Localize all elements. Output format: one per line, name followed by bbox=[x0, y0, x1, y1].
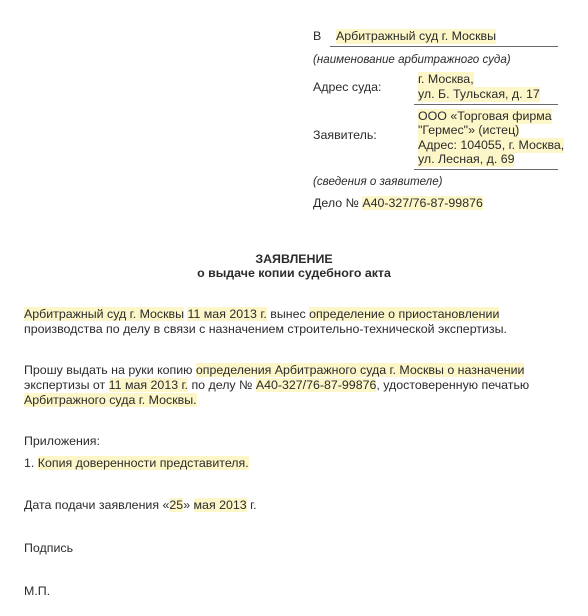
attachments-label: Приложения: bbox=[24, 434, 100, 448]
court-name-hint: (наименование арбитражного суда) bbox=[313, 53, 511, 66]
applicant-line4: ул. Лесная, д. 69 bbox=[418, 152, 515, 166]
document-subtitle: о выдаче копии судебного акта bbox=[197, 266, 391, 280]
date-day: 25 bbox=[169, 498, 184, 512]
para2-certified: , удостоверенную печатью bbox=[376, 378, 530, 392]
para1-date: 11 мая 2013 г. bbox=[187, 307, 267, 321]
para1-court: Арбитражный суд г. Москвы bbox=[24, 307, 185, 321]
court-address-underline bbox=[414, 104, 558, 105]
date-label: Дата подачи заявления « bbox=[24, 498, 170, 512]
to-prefix: В bbox=[313, 29, 322, 43]
para1-line2: производства по делу в связи с назначением строительно-технической экспертизы. bbox=[24, 322, 507, 336]
para2-line3 bbox=[24, 393, 197, 408]
date-suffix: г. bbox=[246, 498, 257, 512]
court-name-underline bbox=[330, 46, 558, 47]
submission-date-line bbox=[24, 498, 257, 513]
para2-line2 bbox=[24, 378, 529, 393]
para2-ruling: определения Арбитражного суда г. Москвы о назначении bbox=[195, 363, 525, 377]
attachment-item-1-num: 1. bbox=[24, 456, 38, 470]
court-address-label: Адрес суда: bbox=[313, 80, 382, 94]
para1-verb: вынес bbox=[266, 307, 310, 321]
case-number: А40-327/76-87-99876 bbox=[362, 196, 483, 210]
para2-date: 11 мая 2013 г. bbox=[108, 378, 188, 392]
applicant-hint: (сведения о заявителе) bbox=[313, 175, 443, 188]
para1-line1 bbox=[24, 307, 499, 322]
applicant-line3: Адрес: 104055, г. Москва, bbox=[418, 138, 565, 152]
para1-ruling: определение о приостановлении bbox=[309, 307, 500, 321]
applicant-label: Заявитель: bbox=[313, 128, 377, 142]
document-title: ЗАЯВЛЕНИЕ bbox=[255, 252, 333, 266]
date-month-year: мая 2013 bbox=[193, 498, 247, 512]
para2-court: Арбитражного суда г. Москвы. bbox=[24, 393, 197, 407]
para2-line1 bbox=[24, 363, 524, 378]
court-address-line2: ул. Б. Тульская, д. 17 bbox=[418, 87, 540, 101]
signature-label: Подпись bbox=[24, 541, 74, 555]
stamp-label: М.П. bbox=[24, 584, 51, 598]
court-address-line1: г. Москва, bbox=[418, 72, 474, 86]
court-name: Арбитражный суд г. Москвы bbox=[336, 29, 497, 43]
applicant-line2: "Гермес"» (истец) bbox=[418, 123, 520, 137]
case-number-line bbox=[313, 196, 483, 211]
para2-expertise: экспертизы от bbox=[24, 378, 109, 392]
para2-case-number: А40-327/76-87-99876 bbox=[255, 378, 377, 392]
para2-case-label: по делу № bbox=[188, 378, 256, 392]
case-label: Дело № bbox=[313, 196, 363, 210]
applicant-line1: ООО «Торговая фирма bbox=[418, 109, 552, 123]
attachment-item-1 bbox=[24, 456, 249, 471]
date-quote: » bbox=[183, 498, 194, 512]
applicant-underline bbox=[414, 169, 558, 170]
para2-start: Прошу выдать на руки копию bbox=[24, 363, 196, 377]
attachment-item-1-text: Копия доверенности представителя. bbox=[37, 456, 249, 470]
